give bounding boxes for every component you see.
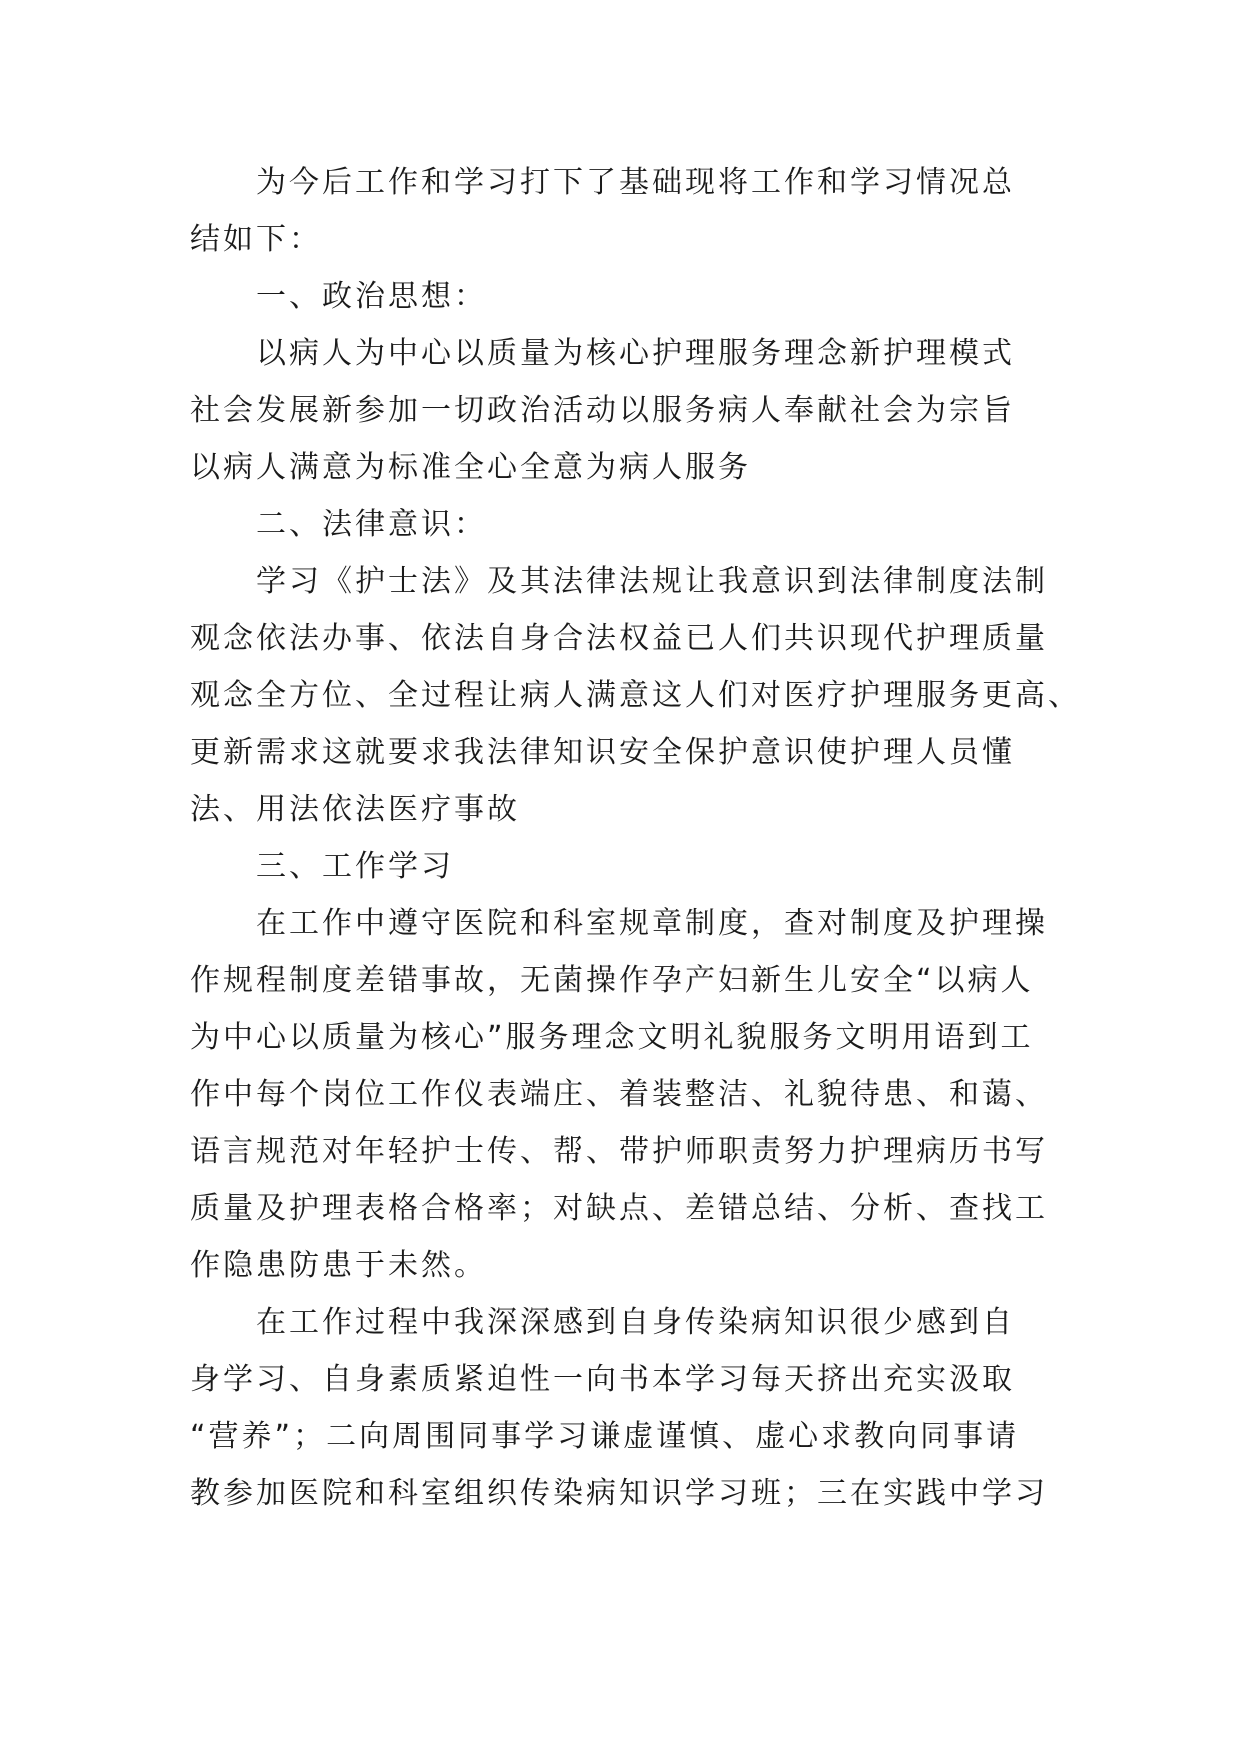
paragraph-line: 教参加医院和科室组织传染病知识学习班；三在实践中学习 xyxy=(190,1476,1048,1511)
paragraph-line: 以病人满意为标准全心全意为病人服务 xyxy=(190,450,751,485)
paragraph-line: 质量及护理表格合格率；对缺点、差错总结、分析、查找工 xyxy=(190,1191,1048,1226)
paragraph-line: 法、用法依法医疗事故 xyxy=(190,792,520,827)
paragraph-line: 学习《护士法》及其法律法规让我意识到法律制度法制 xyxy=(256,564,1048,599)
paragraph-line: 以病人为中心以质量为核心护理服务理念新护理模式 xyxy=(256,336,1015,371)
paragraph-line: 观念依法办事、依法自身合法权益已人们共识现代护理质量 xyxy=(190,621,1048,656)
paragraph-line: 作中每个岗位工作仪表端庄、着装整洁、礼貌待患、和蔼、 xyxy=(190,1077,1048,1112)
paragraph-line: 为今后工作和学习打下了基础现将工作和学习情况总 xyxy=(256,165,1015,200)
paragraph-line: 观念全方位、全过程让病人满意这人们对医疗护理服务更高、 xyxy=(190,678,1081,713)
paragraph-line: 作规程制度差错事故，无菌操作孕产妇新生儿安全“以病人 xyxy=(190,963,1034,998)
paragraph-line: 为中心以质量为核心”服务理念文明礼貌服务文明用语到工 xyxy=(190,1020,1034,1055)
paragraph-line: 在工作过程中我深深感到自身传染病知识很少感到自 xyxy=(256,1305,1015,1340)
paragraph-line: 身学习、自身素质紧迫性一向书本学习每天挤出充实汲取 xyxy=(190,1362,1015,1397)
paragraph-line: 社会发展新参加一切政治活动以服务病人奉献社会为宗旨 xyxy=(190,393,1015,428)
paragraph-line: 更新需求这就要求我法律知识安全保护意识使护理人员懂 xyxy=(190,735,1015,770)
section-heading-work-study: 三、工作学习 xyxy=(256,849,454,884)
paragraph-line: 在工作中遵守医院和科室规章制度，查对制度及护理操 xyxy=(256,906,1048,941)
paragraph-line: 作隐患防患于未然。 xyxy=(190,1248,487,1283)
paragraph-line: 结如下： xyxy=(190,222,322,257)
document-body xyxy=(190,154,1081,1522)
section-heading-law: 二、法律意识： xyxy=(256,507,487,542)
section-heading-politics: 一、政治思想： xyxy=(256,279,487,314)
paragraph-line: 语言规范对年轻护士传、帮、带护师职责努力护理病历书写 xyxy=(190,1134,1048,1169)
paragraph-line: “营养”；二向周围同事学习谦虚谨慎、虚心求教向同事请 xyxy=(190,1419,1020,1454)
